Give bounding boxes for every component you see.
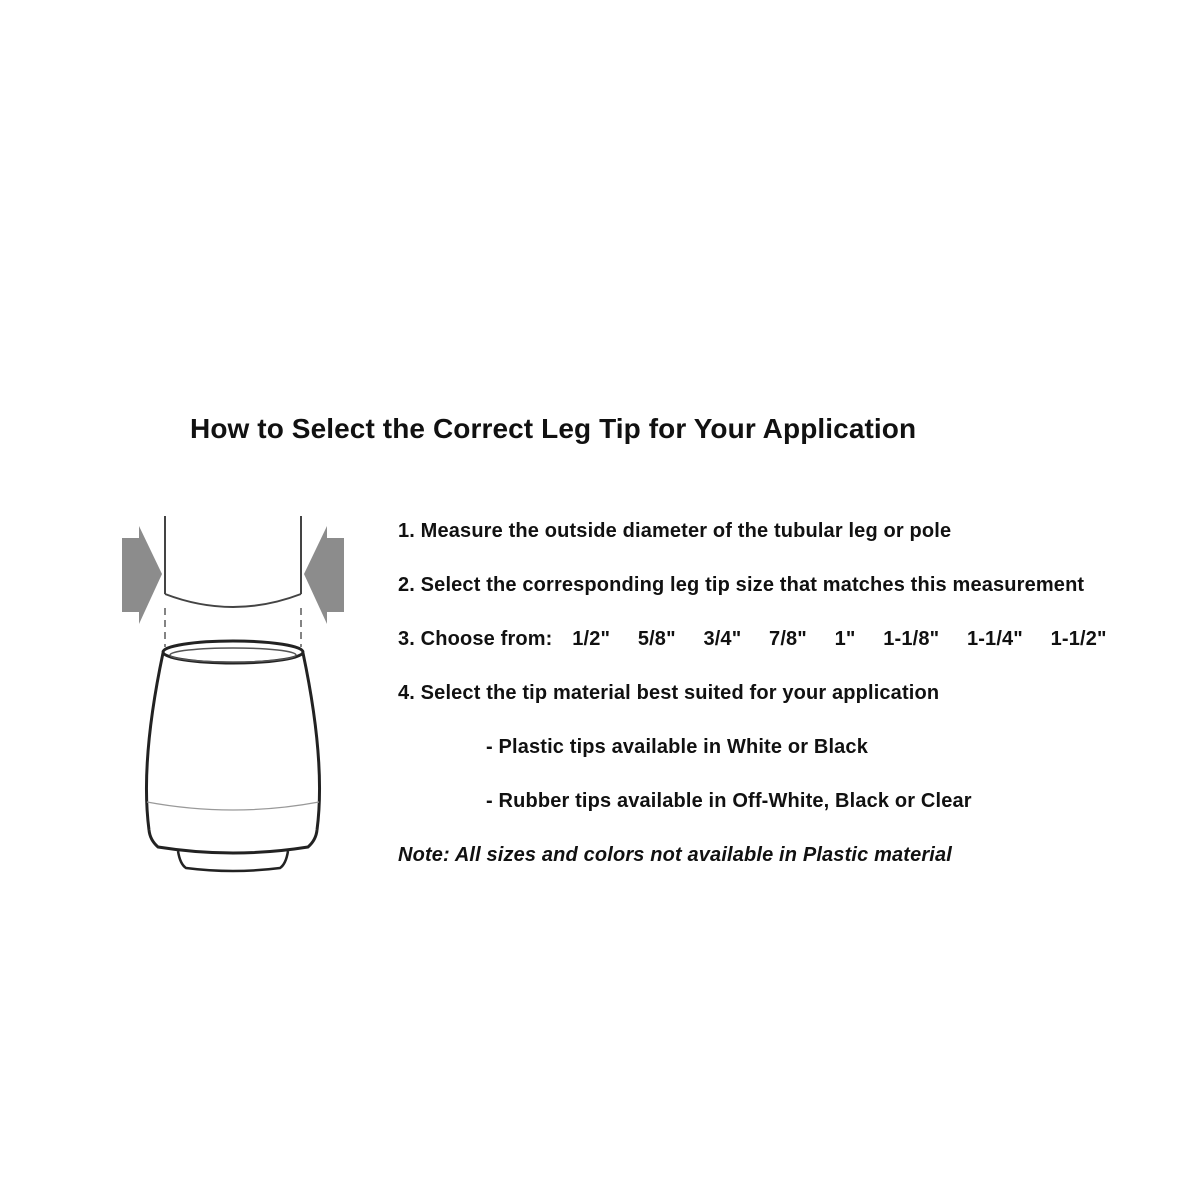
rubber-tips-note: - Rubber tips available in Off-White, Black or Clear: [486, 790, 972, 812]
left-arrow-icon: [122, 526, 162, 624]
right-arrow-icon: [304, 526, 344, 624]
step-2: 2. Select the corresponding leg tip size that matches this measurement: [398, 574, 1085, 596]
size-option: 5/8": [637, 628, 676, 650]
page-title: How to Select the Correct Leg Tip for Your Application: [190, 413, 917, 444]
size-option: 1-1/4": [966, 628, 1023, 650]
leg-tip-illustration: [118, 512, 350, 880]
tubular-leg: [165, 516, 301, 607]
size-option: 1/2": [572, 628, 611, 650]
step-4: 4. Select the tip material best suited for your application: [398, 682, 940, 704]
size-option: 1-1/8": [883, 628, 940, 650]
size-option: 1-1/2": [1050, 628, 1107, 650]
step-1: 1. Measure the outside diameter of the tubular leg or pole: [398, 520, 952, 542]
plastic-tips-note: - Plastic tips available in White or Black: [486, 736, 868, 758]
availability-note: Note: All sizes and colors not available in Plastic material: [398, 844, 952, 866]
size-option: 3/4": [703, 628, 742, 650]
step-3: [398, 628, 1107, 651]
step-3-label: 3. Choose from:: [398, 628, 553, 650]
size-option: 1": [834, 628, 856, 650]
leg-tip-cup: [146, 641, 319, 871]
size-option: 7/8": [769, 628, 807, 650]
